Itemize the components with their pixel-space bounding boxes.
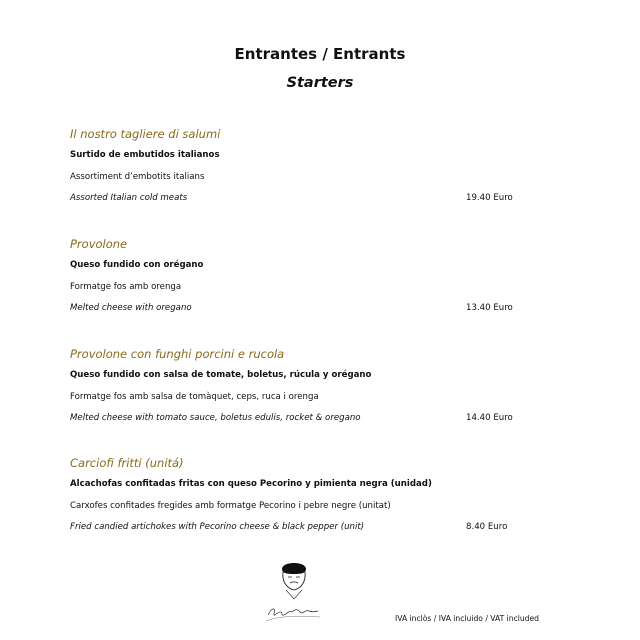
page-subtitle: Starters bbox=[286, 75, 354, 91]
menu-item-provolone bbox=[70, 233, 520, 320]
item-price: 8.40 Euro bbox=[466, 522, 508, 532]
page-title: Entrantes / Entrants bbox=[234, 45, 406, 63]
item-price: 13.40 Euro bbox=[466, 303, 513, 313]
menu-item-tagliere bbox=[70, 123, 520, 210]
menu-item-provolone-funghi bbox=[70, 343, 520, 430]
item-desc-ca: Formatge fos amb salsa de tomàquet, ceps, ruca i orenga bbox=[70, 391, 319, 402]
vat-note: IVA inclòs / IVA incluido / VAT included bbox=[395, 614, 539, 623]
item-desc-es: Queso fundido con orégano bbox=[70, 260, 204, 270]
item-name: Provolone con funghi porcini e rucola bbox=[70, 347, 285, 361]
menu-item-carciofi bbox=[70, 452, 520, 539]
item-desc-en: Melted cheese with tomato sauce, boletus edulis, rocket & oregano bbox=[70, 413, 361, 423]
item-desc-ca: Formatge fos amb orenga bbox=[70, 281, 182, 292]
item-desc-ca: Assortiment d’embotits italians bbox=[70, 171, 205, 182]
chef-signature-logo-icon bbox=[262, 557, 326, 625]
item-desc-es: Alcachofas confitadas fritas con queso Pecorino y pimienta negra (unidad) bbox=[70, 479, 432, 489]
item-name: Carciofi fritti (unitá) bbox=[70, 456, 184, 470]
item-price: 14.40 Euro bbox=[466, 413, 513, 423]
item-name: Provolone bbox=[70, 237, 128, 251]
item-price: 19.40 Euro bbox=[466, 193, 513, 203]
item-desc-en: Assorted Italian cold meats bbox=[70, 193, 188, 203]
item-desc-es: Queso fundido con salsa de tomate, boletus, rúcula y orégano bbox=[70, 370, 372, 380]
item-desc-en: Melted cheese with oregano bbox=[70, 303, 192, 313]
item-desc-ca: Carxofes confitades fregides amb formatge Pecorino i pebre negre (unitat) bbox=[70, 500, 391, 511]
item-desc-es: Surtido de embutidos italianos bbox=[70, 150, 220, 160]
item-name: Il nostro tagliere di salumi bbox=[70, 127, 221, 141]
item-desc-en: Fried candied artichokes with Pecorino cheese & black pepper (unit) bbox=[70, 522, 365, 532]
